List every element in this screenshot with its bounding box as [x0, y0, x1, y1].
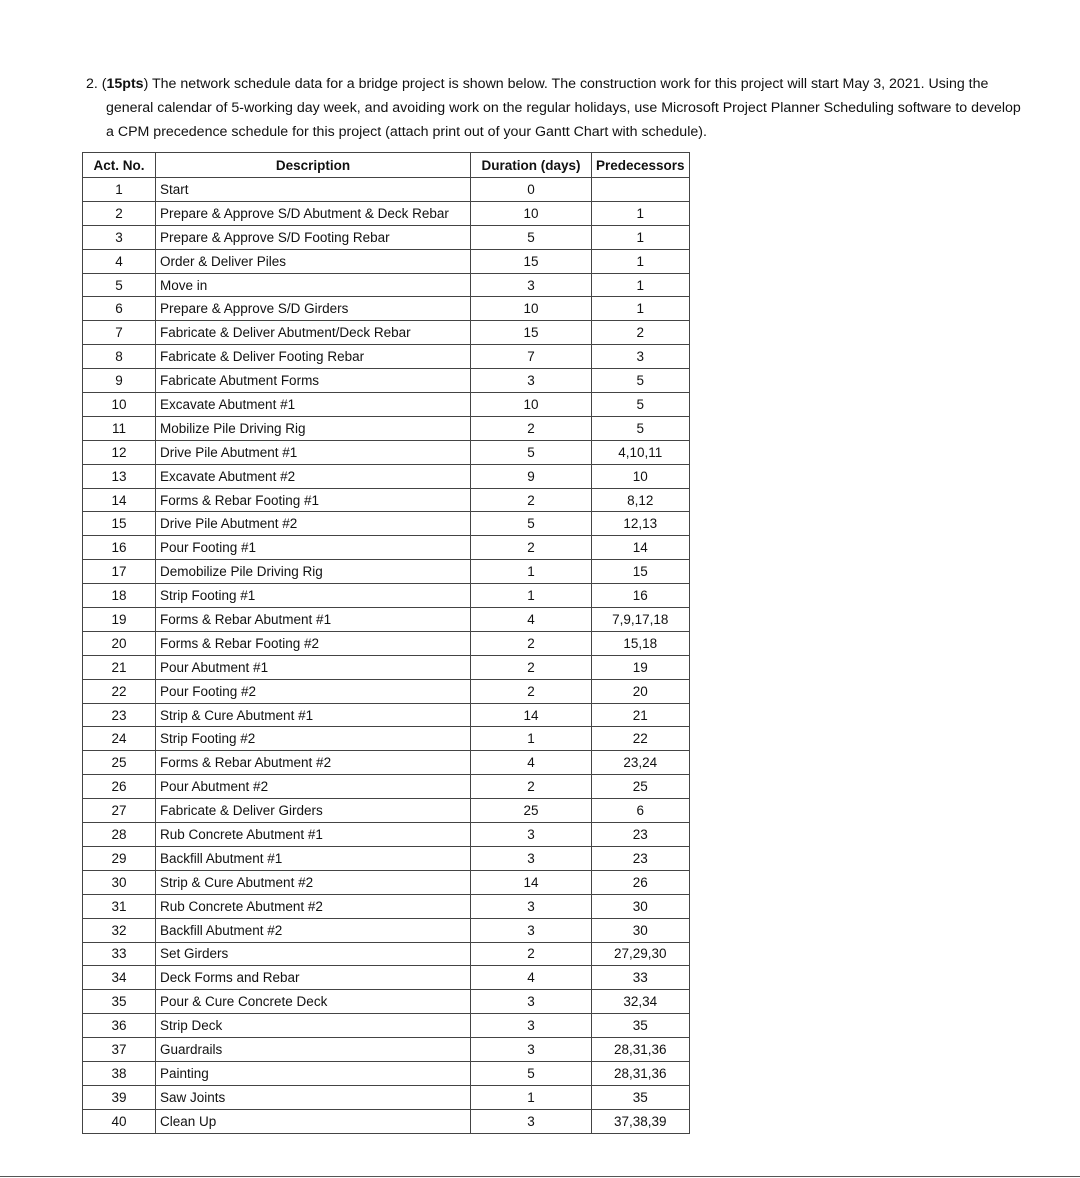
description-cell: Drive Pile Abutment #2 — [156, 512, 471, 536]
predecessors-cell: 26 — [592, 870, 690, 894]
act-no-cell: 13 — [83, 464, 156, 488]
duration-cell: 2 — [471, 536, 592, 560]
table-row — [83, 894, 690, 918]
act-no-cell: 9 — [83, 369, 156, 393]
description-cell: Drive Pile Abutment #1 — [156, 440, 471, 464]
act-no-cell: 39 — [83, 1085, 156, 1109]
act-no-cell: 28 — [83, 823, 156, 847]
description-cell: Prepare & Approve S/D Abutment & Deck Rebar — [156, 201, 471, 225]
predecessors-cell: 5 — [592, 393, 690, 417]
act-no-cell: 27 — [83, 799, 156, 823]
description-cell: Excavate Abutment #1 — [156, 393, 471, 417]
problem-line-1 — [86, 72, 1036, 96]
duration-cell: 3 — [471, 823, 592, 847]
description-cell: Strip Footing #2 — [156, 727, 471, 751]
bottom-divider — [0, 1176, 1080, 1177]
description-cell: Move in — [156, 273, 471, 297]
problem-line-3: a CPM precedence schedule for this project (attach print out of your Gantt Chart with schedule). — [106, 124, 707, 140]
act-no-cell: 24 — [83, 727, 156, 751]
table-row — [83, 870, 690, 894]
table-row — [83, 679, 690, 703]
duration-cell: 7 — [471, 345, 592, 369]
table-row — [83, 799, 690, 823]
duration-cell: 2 — [471, 655, 592, 679]
act-no-cell: 30 — [83, 870, 156, 894]
duration-cell: 4 — [471, 608, 592, 632]
description-cell: Demobilize Pile Driving Rig — [156, 560, 471, 584]
table-row — [83, 1014, 690, 1038]
schedule-table — [82, 152, 690, 1134]
act-no-cell: 31 — [83, 894, 156, 918]
duration-cell: 3 — [471, 273, 592, 297]
predecessors-cell: 12,13 — [592, 512, 690, 536]
table-row — [83, 416, 690, 440]
duration-cell: 1 — [471, 560, 592, 584]
table-row — [83, 369, 690, 393]
table-row — [83, 1061, 690, 1085]
act-no-cell: 20 — [83, 631, 156, 655]
duration-cell: 5 — [471, 225, 592, 249]
predecessors-cell: 23 — [592, 823, 690, 847]
table-row — [83, 918, 690, 942]
act-no-cell: 11 — [83, 416, 156, 440]
act-no-cell: 17 — [83, 560, 156, 584]
description-cell: Fabricate Abutment Forms — [156, 369, 471, 393]
schedule-body — [83, 178, 690, 1134]
table-row — [83, 536, 690, 560]
predecessors-cell: 28,31,36 — [592, 1038, 690, 1062]
predecessors-cell: 28,31,36 — [592, 1061, 690, 1085]
table-row — [83, 273, 690, 297]
predecessors-cell: 33 — [592, 966, 690, 990]
description-cell: Rub Concrete Abutment #2 — [156, 894, 471, 918]
description-cell: Order & Deliver Piles — [156, 249, 471, 273]
predecessors-cell: 1 — [592, 273, 690, 297]
duration-cell: 14 — [471, 703, 592, 727]
predecessors-cell: 22 — [592, 727, 690, 751]
problem-statement — [86, 72, 1036, 144]
duration-cell: 1 — [471, 727, 592, 751]
duration-cell: 2 — [471, 416, 592, 440]
description-cell: Strip Deck — [156, 1014, 471, 1038]
problem-line-1-text: ) The network schedule data for a bridge project is shown below. The construction work for this project will start May 3, 2021. Using the — [143, 76, 989, 92]
table-row — [83, 178, 690, 202]
duration-cell: 5 — [471, 440, 592, 464]
duration-cell: 14 — [471, 870, 592, 894]
act-no-cell: 32 — [83, 918, 156, 942]
predecessors-cell: 1 — [592, 249, 690, 273]
duration-cell: 10 — [471, 393, 592, 417]
act-no-cell: 12 — [83, 440, 156, 464]
predecessors-cell: 14 — [592, 536, 690, 560]
description-cell: Forms & Rebar Abutment #1 — [156, 608, 471, 632]
table-row — [83, 464, 690, 488]
predecessors-cell: 4,10,11 — [592, 440, 690, 464]
act-no-cell: 38 — [83, 1061, 156, 1085]
table-row — [83, 584, 690, 608]
predecessors-cell: 1 — [592, 201, 690, 225]
duration-cell: 2 — [471, 679, 592, 703]
table-row — [83, 655, 690, 679]
description-cell: Fabricate & Deliver Footing Rebar — [156, 345, 471, 369]
predecessors-cell: 35 — [592, 1014, 690, 1038]
act-no-cell: 6 — [83, 297, 156, 321]
description-cell: Backfill Abutment #2 — [156, 918, 471, 942]
predecessors-cell: 16 — [592, 584, 690, 608]
duration-cell: 3 — [471, 1014, 592, 1038]
header-act-no: Act. No. — [83, 153, 156, 178]
predecessors-cell: 32,34 — [592, 990, 690, 1014]
header-description: Description — [156, 153, 471, 178]
table-row — [83, 703, 690, 727]
predecessors-cell: 20 — [592, 679, 690, 703]
points-label: 15pts — [106, 76, 144, 92]
predecessors-cell: 15 — [592, 560, 690, 584]
description-cell: Strip & Cure Abutment #2 — [156, 870, 471, 894]
description-cell: Clean Up — [156, 1109, 471, 1133]
act-no-cell: 19 — [83, 608, 156, 632]
duration-cell: 3 — [471, 1038, 592, 1062]
description-cell: Prepare & Approve S/D Girders — [156, 297, 471, 321]
act-no-cell: 18 — [83, 584, 156, 608]
predecessors-cell: 30 — [592, 894, 690, 918]
description-cell: Painting — [156, 1061, 471, 1085]
table-row — [83, 608, 690, 632]
description-cell: Pour Abutment #2 — [156, 775, 471, 799]
act-no-cell: 40 — [83, 1109, 156, 1133]
duration-cell: 5 — [471, 1061, 592, 1085]
table-row — [83, 297, 690, 321]
description-cell: Forms & Rebar Footing #2 — [156, 631, 471, 655]
table-row — [83, 1109, 690, 1133]
act-no-cell: 34 — [83, 966, 156, 990]
duration-cell: 3 — [471, 369, 592, 393]
act-no-cell: 23 — [83, 703, 156, 727]
duration-cell: 1 — [471, 1085, 592, 1109]
act-no-cell: 10 — [83, 393, 156, 417]
duration-cell: 3 — [471, 846, 592, 870]
description-cell: Pour Footing #1 — [156, 536, 471, 560]
act-no-cell: 4 — [83, 249, 156, 273]
act-no-cell: 35 — [83, 990, 156, 1014]
duration-cell: 15 — [471, 321, 592, 345]
description-cell: Excavate Abutment #2 — [156, 464, 471, 488]
duration-cell: 2 — [471, 488, 592, 512]
table-row — [83, 512, 690, 536]
predecessors-cell: 23 — [592, 846, 690, 870]
predecessors-cell: 25 — [592, 775, 690, 799]
duration-cell: 2 — [471, 631, 592, 655]
act-no-cell: 5 — [83, 273, 156, 297]
duration-cell: 3 — [471, 894, 592, 918]
duration-cell: 3 — [471, 990, 592, 1014]
table-row — [83, 249, 690, 273]
act-no-cell: 36 — [83, 1014, 156, 1038]
table-row — [83, 1038, 690, 1062]
description-cell: Prepare & Approve S/D Footing Rebar — [156, 225, 471, 249]
table-row — [83, 393, 690, 417]
header-predecessors: Predecessors — [592, 153, 690, 178]
act-no-cell: 2 — [83, 201, 156, 225]
table-row — [83, 225, 690, 249]
predecessors-cell: 19 — [592, 655, 690, 679]
act-no-cell: 37 — [83, 1038, 156, 1062]
duration-cell: 4 — [471, 966, 592, 990]
act-no-cell: 16 — [83, 536, 156, 560]
act-no-cell: 3 — [83, 225, 156, 249]
table-row — [83, 727, 690, 751]
act-no-cell: 33 — [83, 942, 156, 966]
act-no-cell: 8 — [83, 345, 156, 369]
description-cell: Strip & Cure Abutment #1 — [156, 703, 471, 727]
duration-cell: 2 — [471, 775, 592, 799]
predecessors-cell: 5 — [592, 416, 690, 440]
description-cell: Fabricate & Deliver Abutment/Deck Rebar — [156, 321, 471, 345]
act-no-cell: 7 — [83, 321, 156, 345]
duration-cell: 9 — [471, 464, 592, 488]
table-row — [83, 488, 690, 512]
duration-cell: 3 — [471, 1109, 592, 1133]
duration-cell: 4 — [471, 751, 592, 775]
predecessors-cell: 7,9,17,18 — [592, 608, 690, 632]
predecessors-cell: 8,12 — [592, 488, 690, 512]
duration-cell: 25 — [471, 799, 592, 823]
duration-cell: 1 — [471, 584, 592, 608]
act-no-cell: 29 — [83, 846, 156, 870]
description-cell: Start — [156, 178, 471, 202]
table-row — [83, 966, 690, 990]
table-row — [83, 345, 690, 369]
description-cell: Pour Footing #2 — [156, 679, 471, 703]
header-row — [83, 153, 690, 178]
act-no-cell: 21 — [83, 655, 156, 679]
problem-number: 2. ( — [86, 76, 107, 92]
header-duration: Duration (days) — [471, 153, 592, 178]
predecessors-cell: 6 — [592, 799, 690, 823]
table-row — [83, 631, 690, 655]
description-cell: Forms & Rebar Abutment #2 — [156, 751, 471, 775]
duration-cell: 0 — [471, 178, 592, 202]
act-no-cell: 14 — [83, 488, 156, 512]
duration-cell: 5 — [471, 512, 592, 536]
table-row — [83, 560, 690, 584]
predecessors-cell: 5 — [592, 369, 690, 393]
description-cell: Saw Joints — [156, 1085, 471, 1109]
predecessors-cell: 2 — [592, 321, 690, 345]
act-no-cell: 15 — [83, 512, 156, 536]
description-cell: Strip Footing #1 — [156, 584, 471, 608]
description-cell: Forms & Rebar Footing #1 — [156, 488, 471, 512]
duration-cell: 2 — [471, 942, 592, 966]
table-row — [83, 440, 690, 464]
predecessors-cell — [592, 178, 690, 202]
predecessors-cell: 10 — [592, 464, 690, 488]
table-row — [83, 846, 690, 870]
problem-line-2: general calendar of 5-working day week, and avoiding work on the regular holidays, use Microsoft Project Planner Scheduling software to develop — [106, 100, 1021, 116]
predecessors-cell: 1 — [592, 225, 690, 249]
predecessors-cell: 35 — [592, 1085, 690, 1109]
description-cell: Rub Concrete Abutment #1 — [156, 823, 471, 847]
act-no-cell: 1 — [83, 178, 156, 202]
act-no-cell: 25 — [83, 751, 156, 775]
description-cell: Guardrails — [156, 1038, 471, 1062]
description-cell: Mobilize Pile Driving Rig — [156, 416, 471, 440]
description-cell: Backfill Abutment #1 — [156, 846, 471, 870]
predecessors-cell: 21 — [592, 703, 690, 727]
table-row — [83, 201, 690, 225]
duration-cell: 10 — [471, 201, 592, 225]
description-cell: Deck Forms and Rebar — [156, 966, 471, 990]
table-row — [83, 990, 690, 1014]
table-row — [83, 823, 690, 847]
description-cell: Pour Abutment #1 — [156, 655, 471, 679]
predecessors-cell: 1 — [592, 297, 690, 321]
duration-cell: 10 — [471, 297, 592, 321]
predecessors-cell: 23,24 — [592, 751, 690, 775]
description-cell: Pour & Cure Concrete Deck — [156, 990, 471, 1014]
duration-cell: 15 — [471, 249, 592, 273]
table-row — [83, 1085, 690, 1109]
duration-cell: 3 — [471, 918, 592, 942]
description-cell: Set Girders — [156, 942, 471, 966]
act-no-cell: 26 — [83, 775, 156, 799]
predecessors-cell: 15,18 — [592, 631, 690, 655]
description-cell: Fabricate & Deliver Girders — [156, 799, 471, 823]
predecessors-cell: 37,38,39 — [592, 1109, 690, 1133]
table-row — [83, 321, 690, 345]
predecessors-cell: 3 — [592, 345, 690, 369]
act-no-cell: 22 — [83, 679, 156, 703]
table-row — [83, 775, 690, 799]
table-row — [83, 942, 690, 966]
predecessors-cell: 27,29,30 — [592, 942, 690, 966]
predecessors-cell: 30 — [592, 918, 690, 942]
table-row — [83, 751, 690, 775]
